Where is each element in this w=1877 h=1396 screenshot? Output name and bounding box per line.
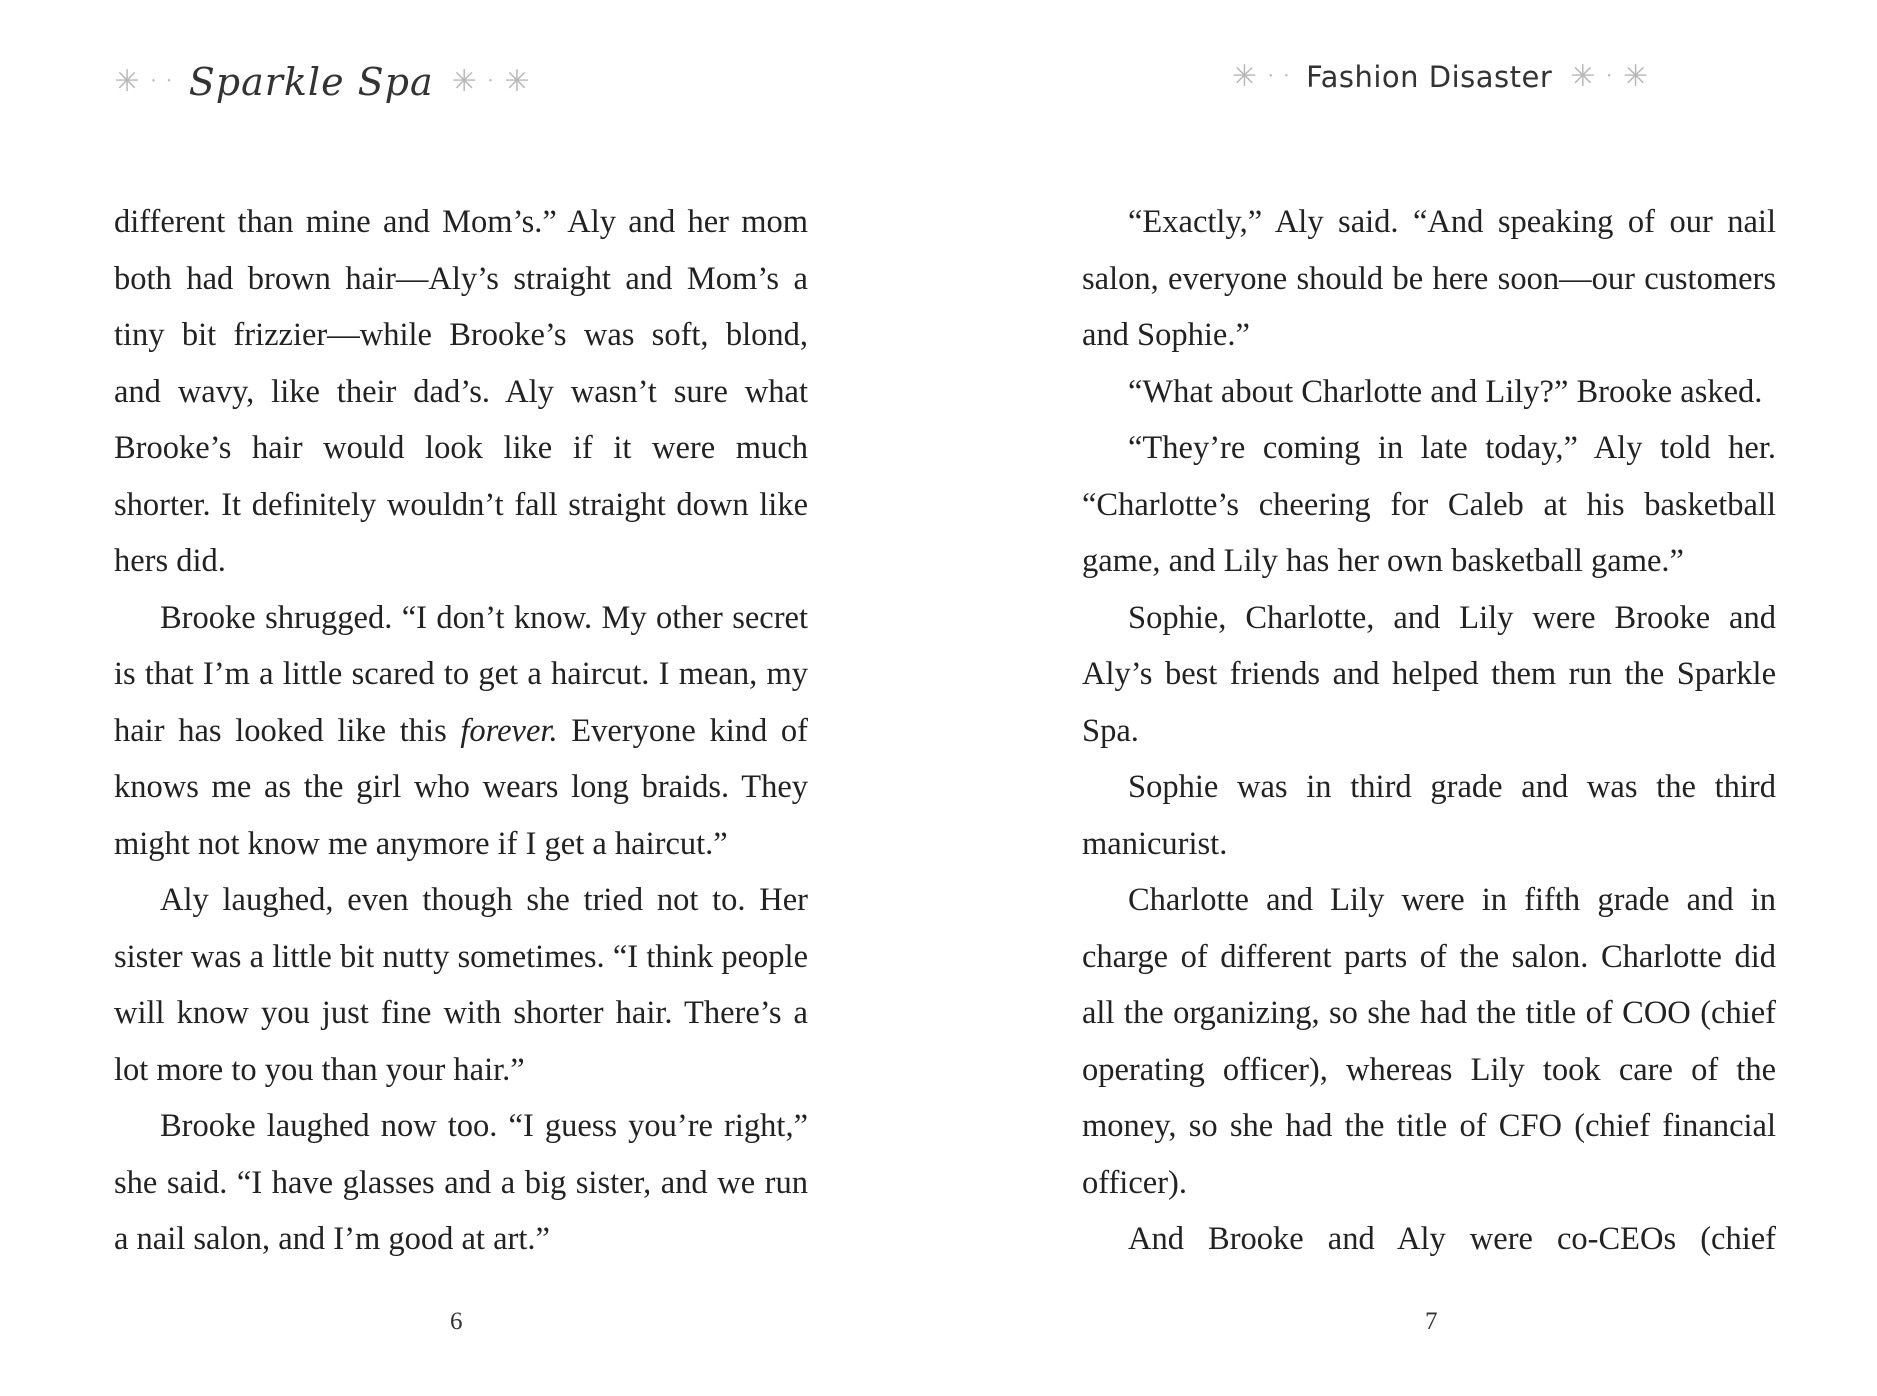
dot-icon: • (1607, 71, 1611, 82)
dot-icon: • (488, 76, 493, 87)
right-page (939, 0, 1877, 1396)
sparkle-icon: ✳ (1231, 60, 1258, 93)
dot-icon: • (151, 76, 156, 87)
sparkle-icon: ✳ (114, 65, 140, 98)
book-title: Fashion Disaster (1306, 60, 1553, 94)
sparkle-icon: ✳ (1622, 60, 1649, 93)
dot-icon: • (167, 76, 171, 87)
left-page (0, 0, 938, 1396)
paragraph: “They’re coming in late today,” Aly told her. “Charlotte’s cheering for Caleb at his basketball game, and Lily has her own basketball game.” (1082, 430, 1776, 579)
emphasis-text: forever. (460, 712, 558, 749)
paragraph: Brooke laughed now too. “I guess you’re right,” she said. “I have glasses and a big sister, and we run a nail salon, and I’m good at art.” (114, 1108, 808, 1257)
paragraph: And Brooke and Aly were co-CEOs (chief (1128, 1221, 1776, 1257)
left-sparkle-ornament-left (115, 67, 171, 97)
paragraph (114, 590, 808, 873)
paragraph-text: Brooke shrugged. “I don’t know. My other secret is that I’m a little scared to get a haircut. I mean, my hair has looked like this (114, 599, 808, 749)
dot-icon: • (1284, 71, 1289, 82)
left-sparkle-ornament-right (452, 67, 530, 97)
paragraph: Charlotte and Lily were in fifth grade and in charge of different parts of the salon. Charlotte did all the organizing, so she had the title of COO (chief operating officer), whereas Lily took care of the money, so she had the title of CFO (chief financial officer). (1082, 882, 1776, 1201)
right-running-head (971, 60, 1877, 94)
right-sparkle-ornament-left (1232, 62, 1288, 92)
sparkle-icon: ✳ (1570, 60, 1596, 93)
page-number: 7 (1425, 1308, 1438, 1335)
paragraph: Aly laughed, even though she tried not to. Her sister was a little bit nutty sometimes. “I think people will know you just fine with shorter hair. There’s a lot more to you than your hair.” (114, 882, 808, 1088)
left-body-text (114, 194, 808, 1268)
right-sparkle-ornament-right (1570, 62, 1648, 92)
sparkle-icon: ✳ (451, 65, 477, 98)
dot-icon: • (1269, 71, 1273, 82)
paragraph: different than mine and Mom’s.” Aly and her mom both had brown hair—Aly’s straight and Mom’s a tiny bit frizzier—while Brooke’s was soft, blond, and wavy, like their dad’s. Aly wasn’t sure what Brooke’s hair would look like if it were much shorter. It definitely wouldn’t fall straight down like hers did. (114, 204, 808, 579)
paragraph-text: Everyone kind of knows me as the girl who wears long braids. They might not know me anymore if I get a haircut.” (114, 712, 808, 862)
right-body-text (1082, 194, 1776, 1268)
paragraph: Sophie, Charlotte, and Lily were Brooke and Aly’s best friends and helped them run the Sparkle Spa. (1082, 599, 1776, 749)
series-title: Sparkle Spa (188, 60, 434, 104)
paragraph: “Exactly,” Aly said. “And speaking of our nail salon, everyone should be here soon—our customers and Sophie.” (1082, 204, 1776, 353)
paragraph: Sophie was in third grade and was the third manicurist. (1082, 769, 1776, 862)
left-running-head (0, 60, 791, 104)
sparkle-icon: ✳ (504, 65, 530, 98)
page-number: 6 (450, 1308, 463, 1335)
paragraph: “What about Charlotte and Lily?” Brooke asked. (1128, 373, 1763, 410)
